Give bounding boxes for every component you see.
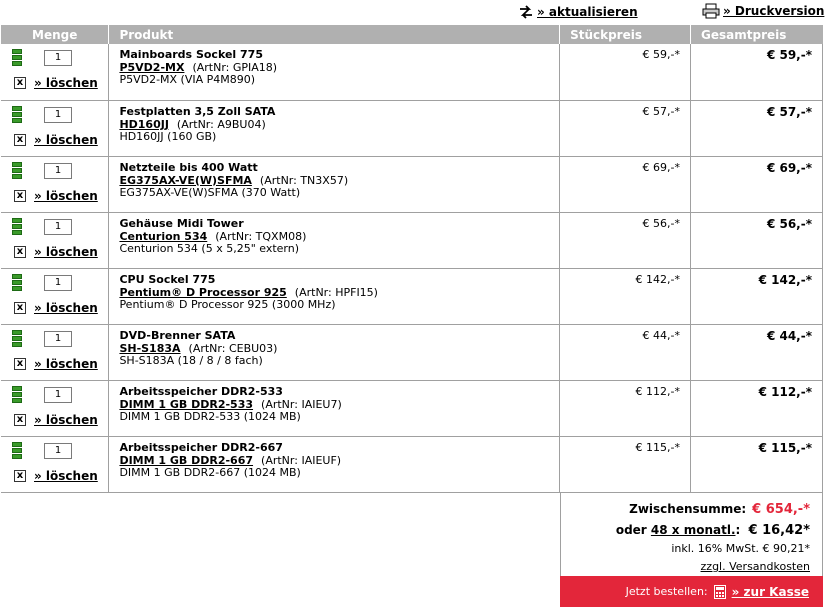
product-description: Pentium® D Processor 925 (3000 MHz): [119, 297, 336, 311]
product-description: P5VD2-MX (VIA P4M890): [119, 73, 256, 86]
product-cell: [109, 100, 560, 156]
unit-price: € 44,-*: [560, 324, 691, 380]
product-category: CPU Sockel 775: [119, 272, 216, 286]
delete-checkbox[interactable]: x: [14, 77, 26, 89]
unit-price: € 112,-*: [560, 380, 691, 436]
cart-row: [1, 380, 823, 436]
installment-colon: :: [735, 523, 741, 537]
refresh-icon: [518, 4, 534, 20]
quantity-cell: [1, 212, 109, 268]
installment-value: € 16,42*: [748, 523, 810, 538]
subtotal-value: € 654,-*: [752, 502, 810, 517]
product-cell: [109, 436, 560, 492]
stock-indicator-icon: [12, 49, 22, 67]
top-toolbar: [0, 0, 834, 24]
unit-price: € 56,-*: [560, 212, 691, 268]
quantity-input[interactable]: 1: [44, 219, 72, 235]
header-menge: Menge: [1, 25, 109, 44]
product-artnr: (ArtNr: IAIEU7): [261, 397, 342, 411]
product-cell: [109, 324, 560, 380]
product-description: Centurion 534 (5 x 5,25" extern): [119, 241, 300, 255]
quantity-cell: [1, 100, 109, 156]
printer-icon: [702, 3, 720, 19]
delete-checkbox[interactable]: x: [14, 358, 26, 370]
line-total: € 112,-*: [691, 380, 823, 436]
delete-link[interactable]: » löschen: [34, 300, 98, 315]
product-cell: [109, 212, 560, 268]
line-total: € 69,-*: [691, 156, 823, 212]
product-cell: [109, 44, 560, 100]
header-stueckpreis: Stückpreis: [560, 25, 691, 44]
product-cell: [109, 156, 560, 212]
product-category: Arbeitsspeicher DDR2-533: [119, 384, 283, 398]
quantity-input[interactable]: 1: [44, 163, 72, 179]
stock-indicator-icon: [12, 274, 22, 292]
product-category: Festplatten 3,5 Zoll SATA: [119, 104, 276, 118]
delete-link[interactable]: » löschen: [34, 188, 98, 203]
product-artnr: (ArtNr: TN3X57): [259, 173, 349, 187]
delete-link[interactable]: » löschen: [34, 468, 98, 483]
subtotal-label: Zwischensumme:: [629, 502, 747, 516]
stock-indicator-icon: [12, 162, 22, 180]
product-category: Mainboards Sockel 775: [119, 48, 263, 61]
checkout-button[interactable]: [560, 576, 823, 607]
cart-row: [1, 324, 823, 380]
quantity-cell: [1, 268, 109, 324]
vat-note: inkl. 16% MwSt. € 90,21*: [671, 542, 810, 555]
unit-price: € 142,-*: [560, 268, 691, 324]
quantity-cell: [1, 436, 109, 492]
product-description: HD160JJ (160 GB): [119, 129, 217, 143]
print-label: » Druckversion: [723, 4, 825, 18]
quantity-input[interactable]: 1: [44, 331, 72, 347]
cart-table: [1, 25, 823, 493]
cart-row: [1, 100, 823, 156]
cart-row: [1, 436, 823, 492]
unit-price: € 115,-*: [560, 436, 691, 492]
quantity-input[interactable]: 1: [44, 387, 72, 403]
quantity-input[interactable]: 1: [44, 107, 72, 123]
cart-row: [1, 212, 823, 268]
stock-indicator-icon: [12, 330, 22, 348]
product-cell: [109, 380, 560, 436]
shipping-link[interactable]: zzgl. Versandkosten: [700, 560, 810, 573]
calculator-icon: [714, 585, 726, 599]
delete-link[interactable]: » löschen: [34, 412, 98, 427]
quantity-input[interactable]: 1: [44, 443, 72, 459]
line-total: € 44,-*: [691, 324, 823, 380]
delete-checkbox[interactable]: x: [14, 414, 26, 426]
stock-indicator-icon: [12, 386, 22, 404]
unit-price: € 69,-*: [560, 156, 691, 212]
product-name-link[interactable]: Centurion 534: [119, 229, 208, 243]
product-description: DIMM 1 GB DDR2-533 (1024 MB): [119, 409, 301, 423]
product-name-link[interactable]: SH-S183A: [119, 341, 181, 355]
quantity-cell: [1, 44, 109, 100]
product-name-link[interactable]: DIMM 1 GB DDR2-667: [119, 453, 254, 467]
delete-checkbox[interactable]: x: [14, 302, 26, 314]
installment-link[interactable]: 48 x monatl.: [650, 523, 736, 537]
header-produkt: Produkt: [109, 25, 560, 44]
line-total: € 56,-*: [691, 212, 823, 268]
quantity-input[interactable]: 1: [44, 50, 72, 66]
delete-link[interactable]: » löschen: [34, 244, 98, 259]
delete-checkbox[interactable]: x: [14, 246, 26, 258]
product-artnr: (ArtNr: IAIEUF): [261, 453, 342, 467]
refresh-label: » aktualisieren: [537, 5, 638, 19]
delete-link[interactable]: » löschen: [34, 356, 98, 371]
quantity-cell: [1, 156, 109, 212]
header-gesamtpreis: Gesamtpreis: [691, 25, 823, 44]
unit-price: € 59,-*: [560, 44, 691, 100]
delete-link[interactable]: » löschen: [34, 132, 98, 147]
product-name-link[interactable]: DIMM 1 GB DDR2-533: [119, 397, 254, 411]
line-total: € 142,-*: [691, 268, 823, 324]
line-total: € 115,-*: [691, 436, 823, 492]
product-description: EG375AX-VE(W)SFMA (370 Watt): [119, 185, 301, 199]
product-category: Arbeitsspeicher DDR2-667: [119, 440, 283, 454]
product-artnr: (ArtNr: A9BU04): [176, 117, 266, 131]
print-link[interactable]: [702, 3, 824, 19]
checkout-label: Jetzt bestellen:: [625, 585, 708, 598]
product-name-link[interactable]: Pentium® D Processor 925: [119, 285, 287, 299]
cart-header-row: [1, 25, 823, 44]
quantity-cell: [1, 324, 109, 380]
stock-indicator-icon: [12, 106, 22, 124]
unit-price: € 57,-*: [560, 100, 691, 156]
product-name-link[interactable]: EG375AX-VE(W)SFMA: [119, 173, 252, 187]
product-artnr: (ArtNr: HPFI15): [294, 285, 378, 299]
refresh-link[interactable]: [518, 4, 638, 20]
stock-indicator-icon: [12, 218, 22, 236]
line-total: € 59,-*: [691, 44, 823, 100]
stock-indicator-icon: [12, 442, 22, 460]
product-category: DVD-Brenner SATA: [119, 328, 236, 342]
product-artnr: (ArtNr: TQXM08): [215, 229, 307, 243]
product-description: DIMM 1 GB DDR2-667 (1024 MB): [119, 465, 301, 479]
product-category: Netzteile bis 400 Watt: [119, 160, 258, 174]
product-category: Gehäuse Midi Tower: [119, 216, 244, 230]
checkout-go: » zur Kasse: [731, 584, 809, 599]
delete-checkbox[interactable]: x: [14, 470, 26, 482]
product-name-link[interactable]: P5VD2-MX: [119, 61, 185, 74]
delete-checkbox[interactable]: x: [14, 190, 26, 202]
cart-row: [1, 44, 823, 100]
product-artnr: (ArtNr: GPIA18): [192, 61, 278, 74]
cart-row: [1, 156, 823, 212]
delete-checkbox[interactable]: x: [14, 134, 26, 146]
quantity-input[interactable]: 1: [44, 275, 72, 291]
subtotal-line: [629, 502, 810, 517]
product-cell: [109, 268, 560, 324]
installment-prefix: oder: [615, 523, 647, 537]
cart-row: [1, 268, 823, 324]
product-name-link[interactable]: HD160JJ: [119, 117, 169, 131]
delete-link[interactable]: » löschen: [34, 76, 98, 90]
quantity-cell: [1, 380, 109, 436]
product-description: SH-S183A (18 / 8 / 8 fach): [119, 353, 263, 367]
line-total: € 57,-*: [691, 100, 823, 156]
product-artnr: (ArtNr: CEBU03): [188, 341, 278, 355]
installment-line: [616, 523, 810, 538]
